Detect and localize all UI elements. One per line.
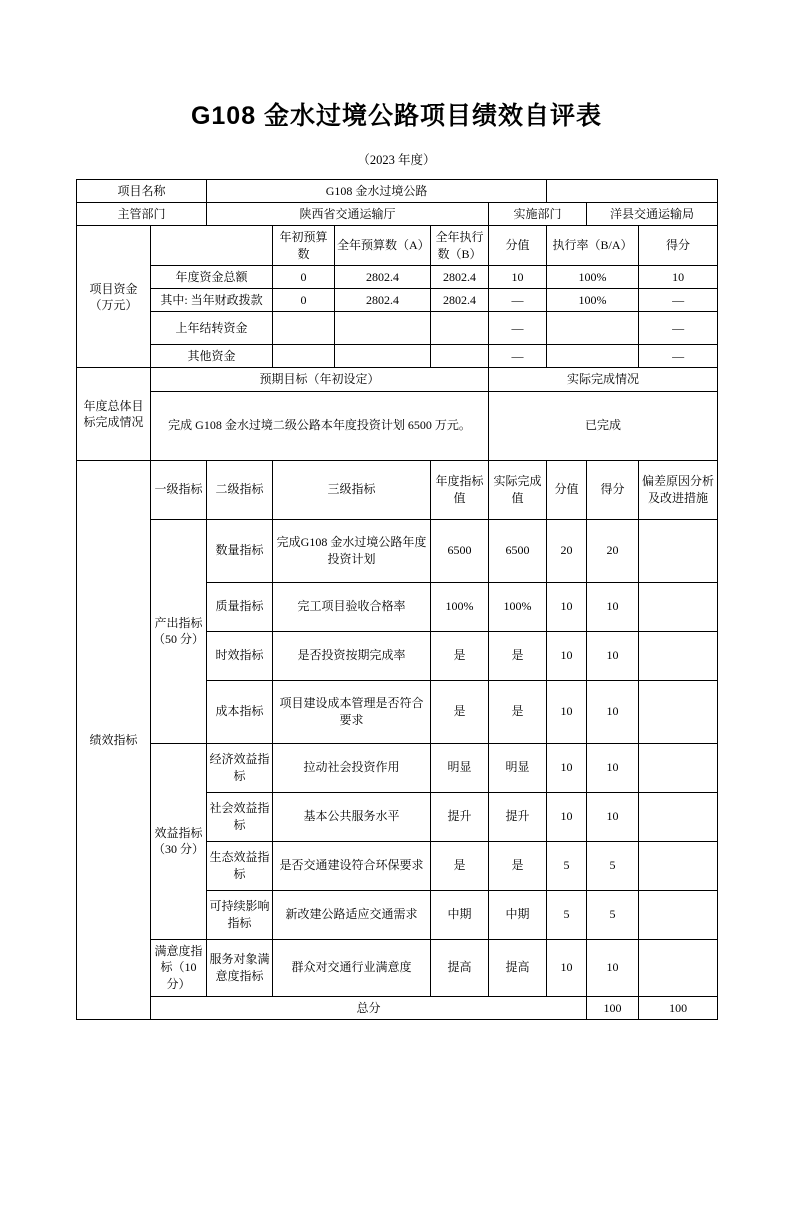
implement-value: 洋县交通运输局	[587, 203, 718, 226]
indicator-score: 10	[587, 939, 639, 996]
indicator-weight: 10	[547, 939, 587, 996]
indicator-col-score: 得分	[587, 460, 639, 519]
funds-cell-score-value: —	[489, 345, 547, 368]
page-subtitle: （2023 年度）	[357, 153, 436, 167]
total-label: 总分	[151, 996, 587, 1019]
indicator-level2: 生态效益指标	[207, 841, 273, 890]
project-name-value: G108 金水过境公路	[207, 180, 547, 203]
table-row	[77, 939, 718, 996]
indicator-level2: 数量指标	[207, 519, 273, 582]
indicator-col-level1: 一级指标	[151, 460, 207, 519]
indicator-level3: 群众对交通行业满意度	[273, 939, 431, 996]
indicators-side-label: 绩效指标	[77, 460, 151, 1019]
indicator-weight: 5	[547, 841, 587, 890]
indicator-col-deviation: 偏差原因分析及改进措施	[639, 460, 718, 519]
indicator-deviation	[639, 939, 718, 996]
supervisor-value: 陕西省交通运输厅	[207, 203, 489, 226]
indicator-col-level3: 三级指标	[273, 460, 431, 519]
table-row	[77, 460, 718, 519]
table-row	[77, 312, 718, 345]
table-row	[77, 743, 718, 792]
table-row	[77, 203, 718, 226]
indicator-deviation	[639, 631, 718, 680]
table-row	[77, 519, 718, 582]
funds-cell-annual-budget: 2802.4	[335, 265, 431, 288]
indicator-col-level2: 二级指标	[207, 460, 273, 519]
indicator-score: 5	[587, 841, 639, 890]
annual-goal-expected-text: 完成 G108 金水过境二级公路本年度投资计划 6500 万元。	[151, 391, 489, 460]
indicator-level1-output: 产出指标（50 分）	[151, 519, 207, 743]
funds-cell-exec-rate	[547, 345, 639, 368]
indicator-level2: 成本指标	[207, 680, 273, 743]
funds-col-annual-budget: 全年预算数（A）	[335, 226, 431, 265]
indicator-level2: 时效指标	[207, 631, 273, 680]
indicator-weight: 5	[547, 890, 587, 939]
supervisor-label: 主管部门	[77, 203, 207, 226]
indicator-level3: 完成G108 金水过境公路年度投资计划	[273, 519, 431, 582]
indicator-actual: 明显	[489, 743, 547, 792]
indicator-level3: 基本公共服务水平	[273, 792, 431, 841]
indicator-level1-satisfaction: 满意度指标（10 分）	[151, 939, 207, 996]
project-name-value-cont	[547, 180, 718, 203]
table-row	[77, 368, 718, 391]
funds-name-header	[151, 226, 273, 265]
funds-cell-score: —	[639, 345, 718, 368]
funds-cell-begin: 0	[273, 288, 335, 311]
indicator-actual: 是	[489, 841, 547, 890]
funds-col-score-value: 分值	[489, 226, 547, 265]
indicator-actual: 100%	[489, 582, 547, 631]
indicator-deviation	[639, 890, 718, 939]
total-score: 100	[639, 996, 718, 1019]
indicator-col-actual: 实际完成值	[489, 460, 547, 519]
funds-row-label-text: 项目资金	[89, 281, 138, 296]
funds-cell-score: 10	[639, 265, 718, 288]
performance-self-evaluation-table	[76, 179, 718, 1020]
funds-cell-annual-budget	[335, 312, 431, 345]
indicator-target: 是	[431, 631, 489, 680]
indicator-deviation	[639, 792, 718, 841]
indicator-deviation	[639, 519, 718, 582]
indicator-deviation	[639, 841, 718, 890]
funds-cell-exec-rate: 100%	[547, 265, 639, 288]
indicator-score: 10	[587, 680, 639, 743]
indicator-score: 10	[587, 582, 639, 631]
indicator-deviation	[639, 680, 718, 743]
indicator-weight: 20	[547, 519, 587, 582]
indicator-weight: 10	[547, 792, 587, 841]
indicator-actual: 6500	[489, 519, 547, 582]
funds-row-name: 其他资金	[151, 345, 273, 368]
indicator-score: 10	[587, 792, 639, 841]
funds-col-annual-exec: 全年执行数（B）	[431, 226, 489, 265]
implement-label: 实施部门	[489, 203, 587, 226]
indicator-target: 提高	[431, 939, 489, 996]
funds-row-label	[77, 226, 151, 368]
indicator-score: 20	[587, 519, 639, 582]
indicator-actual: 是	[489, 680, 547, 743]
funds-cell-annual-exec: 2802.4	[431, 265, 489, 288]
funds-cell-begin	[273, 312, 335, 345]
funds-row-name: 其中: 当年财政拨款	[151, 288, 273, 311]
funds-col-begin: 年初预算数	[273, 226, 335, 265]
project-name-label: 项目名称	[77, 180, 207, 203]
funds-cell-annual-budget	[335, 345, 431, 368]
indicator-col-target: 年度指标值	[431, 460, 489, 519]
indicator-target: 100%	[431, 582, 489, 631]
funds-cell-score-value: 10	[489, 265, 547, 288]
funds-cell-score-value: —	[489, 288, 547, 311]
indicator-level3: 项目建设成本管理是否符合要求	[273, 680, 431, 743]
indicator-score: 10	[587, 631, 639, 680]
annual-goal-expected-header: 预期目标（年初设定）	[151, 368, 489, 391]
indicator-weight: 10	[547, 631, 587, 680]
funds-cell-exec-rate: 100%	[547, 288, 639, 311]
indicator-level3: 拉动社会投资作用	[273, 743, 431, 792]
table-row	[77, 180, 718, 203]
indicator-level2: 服务对象满意度指标	[207, 939, 273, 996]
funds-cell-annual-exec	[431, 312, 489, 345]
funds-cell-exec-rate	[547, 312, 639, 345]
indicator-actual: 是	[489, 631, 547, 680]
indicator-target: 明显	[431, 743, 489, 792]
table-row	[77, 226, 718, 265]
indicator-target: 中期	[431, 890, 489, 939]
indicator-deviation	[639, 743, 718, 792]
funds-row-name: 年度资金总额	[151, 265, 273, 288]
document-page	[0, 96, 793, 1218]
funds-row-name: 上年结转资金	[151, 312, 273, 345]
indicator-level2: 质量指标	[207, 582, 273, 631]
indicator-weight: 10	[547, 680, 587, 743]
table-row	[77, 265, 718, 288]
indicator-weight: 10	[547, 743, 587, 792]
indicator-weight: 10	[547, 582, 587, 631]
indicator-score: 5	[587, 890, 639, 939]
funds-row-label-unit: （万元）	[89, 297, 138, 312]
indicator-col-weight: 分值	[547, 460, 587, 519]
funds-cell-annual-exec: 2802.4	[431, 288, 489, 311]
indicator-target: 是	[431, 841, 489, 890]
annual-goal-actual-text: 已完成	[489, 391, 718, 460]
indicator-level3: 新改建公路适应交通需求	[273, 890, 431, 939]
annual-goal-side-label: 年度总体目标完成情况	[77, 368, 151, 460]
indicator-actual: 提升	[489, 792, 547, 841]
indicator-level2: 经济效益指标	[207, 743, 273, 792]
page-title: G108 金水过境公路项目绩效自评表	[190, 102, 603, 130]
indicator-actual: 中期	[489, 890, 547, 939]
indicator-target: 6500	[431, 519, 489, 582]
funds-cell-score: —	[639, 312, 718, 345]
funds-cell-score-value: —	[489, 312, 547, 345]
indicator-level3: 是否交通建设符合环保要求	[273, 841, 431, 890]
indicator-level2: 社会效益指标	[207, 792, 273, 841]
funds-cell-begin	[273, 345, 335, 368]
funds-cell-begin: 0	[273, 265, 335, 288]
annual-goal-actual-header: 实际完成情况	[489, 368, 718, 391]
table-row-total	[77, 996, 718, 1019]
indicator-level1-benefit: 效益指标（30 分）	[151, 743, 207, 939]
indicator-level3: 完工项目验收合格率	[273, 582, 431, 631]
funds-cell-annual-budget: 2802.4	[335, 288, 431, 311]
table-row	[77, 288, 718, 311]
funds-cell-annual-exec	[431, 345, 489, 368]
indicator-score: 10	[587, 743, 639, 792]
indicator-level3: 是否投资按期完成率	[273, 631, 431, 680]
funds-cell-score: —	[639, 288, 718, 311]
total-weight: 100	[587, 996, 639, 1019]
funds-col-score: 得分	[639, 226, 718, 265]
table-row	[77, 391, 718, 460]
table-row	[77, 345, 718, 368]
indicator-actual: 提高	[489, 939, 547, 996]
funds-col-exec-rate: 执行率（B/A）	[547, 226, 639, 265]
indicator-level2: 可持续影响指标	[207, 890, 273, 939]
indicator-target: 是	[431, 680, 489, 743]
indicator-target: 提升	[431, 792, 489, 841]
indicator-deviation	[639, 582, 718, 631]
